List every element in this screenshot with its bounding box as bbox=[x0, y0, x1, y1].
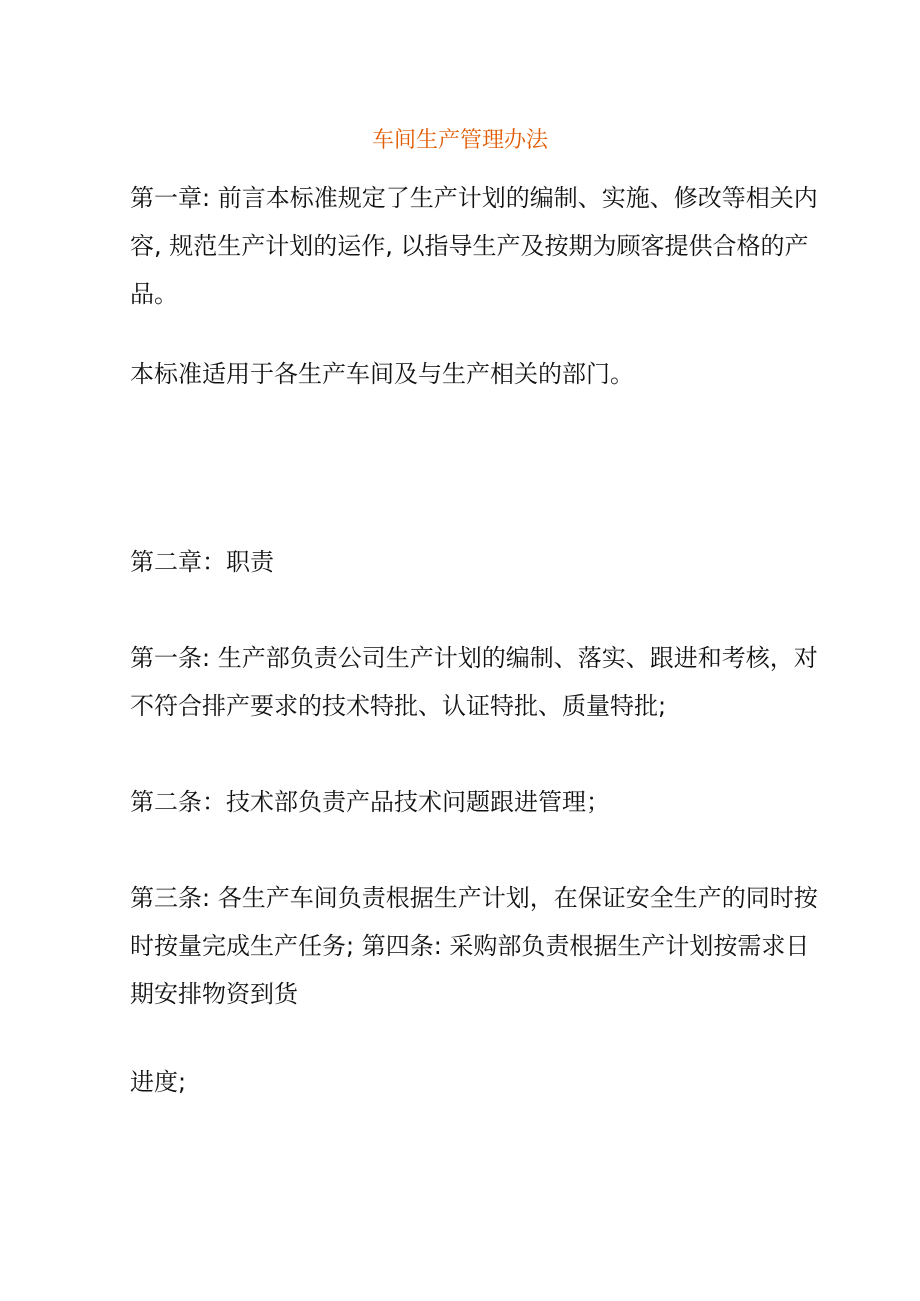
paragraph-line: 品。 bbox=[130, 280, 178, 308]
article-2-paragraph bbox=[130, 778, 800, 826]
paragraph-line: 本标准适用于各生产车间及与生产相关的部门。 bbox=[130, 360, 634, 388]
paragraph-line: 第二章：职责 bbox=[130, 548, 274, 576]
paragraph-line: 第三条: 各生产车间负责根据生产计划，在保证安全生产的同时按 bbox=[130, 884, 818, 912]
paragraph-line: 进度; bbox=[130, 1068, 187, 1096]
chapter-1-intro-paragraph bbox=[130, 174, 818, 318]
document-title: 车间生产管理办法 bbox=[371, 128, 548, 153]
paragraph-line: 第一条: 生产部负责公司生产计划的编制、落实、跟进和考核，对 bbox=[130, 644, 818, 672]
paragraph-line: 容, 规范生产计划的运作, 以指导生产及按期为顾客提供合格的产 bbox=[130, 232, 809, 260]
article-1-paragraph bbox=[130, 634, 818, 730]
chapter-2-heading bbox=[130, 538, 800, 586]
article-3-paragraph bbox=[130, 874, 818, 1018]
paragraph-line: 第一章: 前言本标准规定了生产计划的编制、实施、修改等相关内 bbox=[130, 184, 818, 212]
paragraph-line: 第二条：技术部负责产品技术问题跟进管理； bbox=[130, 788, 610, 816]
paragraph-line: 不符合排产要求的技术特批、认证特批、质量特批; bbox=[130, 692, 667, 720]
progress-paragraph bbox=[130, 1058, 800, 1106]
paragraph-line: 时按量完成生产任务; 第四条: 采购部负责根据生产计划按需求日 bbox=[130, 932, 810, 960]
scope-paragraph bbox=[130, 350, 800, 398]
paragraph-line: 期安排物资到货 bbox=[130, 980, 298, 1008]
